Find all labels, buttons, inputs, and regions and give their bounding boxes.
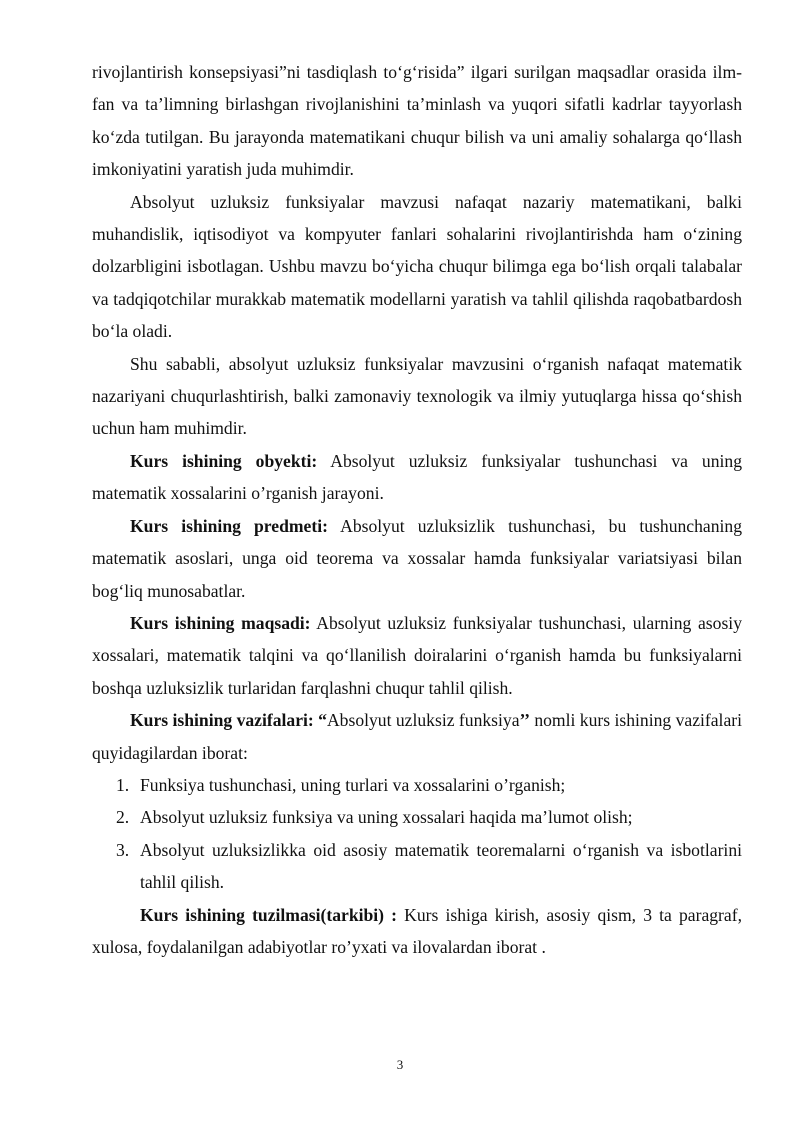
course-tasks-closing-quote: ’’ (519, 710, 530, 731)
intro-paragraph-continued: rivojlantirish konsepsiyasi”ni tasdiqlash to‘g‘risida” ilgari surilgan maqsadlar orasida ilm-fan va ta’limning birlashgan rivojlanishini ta’minlash va yuqori sifatli kadrlar tayyorlash ko‘zda tutilgan. Bu jarayonda matematikani chuqur bilish va uni amaliy sohalarga qo‘llash imkoniyatini yaratish juda muhimdir. (92, 62, 742, 180)
list-item-number: 2. (116, 807, 130, 828)
document-page (92, 56, 742, 963)
importance-paragraph: Shu sababli, absolyut uzluksiz funksiyalar mavzusini o‘rganish nafaqat matematik nazariyani chuqurlashtirish, balki zamonaviy texnologik va ilmiy yutuqlarga hissa qo‘shish uchun ham muhimdir. (92, 353, 742, 439)
course-tasks-title: Absolyut uzluksiz funksiya (326, 710, 520, 731)
list-item-number: 1. (116, 774, 130, 795)
course-structure-text: Kurs ishiga kirish, asosiy qism, 3 ta paragraf, xulosa, foydalanilgan adabiyotlar ro’yxati va ilovalardan iborat . (92, 904, 742, 957)
course-goal-paragraph (92, 607, 742, 704)
course-object-paragraph (92, 445, 742, 510)
relevance-paragraph: Absolyut uzluksiz funksiyalar mavzusi nafaqat nazariy matematikani, balki muhandislik, iqtisodiyot va kompyuter fanlari sohalarini rivojlantirishda ham o‘zining dolzarbligini isbotlagan. Ushbu mavzu bo‘yicha chuqur bilimga ega bo‘lish orqali talabalar va tadqiqotchilar murakkab matematik modellarni yaratish va tahlil qilishda raqobatbardosh bo‘la oladi. (92, 191, 742, 342)
list-item (92, 834, 742, 899)
course-object-label: Kurs ishining obyekti: (130, 450, 318, 471)
list-item-text: Funksiya tushunchasi, uning turlari va xossalarini o’rganish; (140, 774, 566, 795)
course-subject-paragraph (92, 510, 742, 607)
page-number: 3 (396, 1057, 404, 1072)
course-structure-label: Kurs ishining tuzilmasi(tarkibi) : (140, 904, 398, 925)
list-item-text: Absolyut uzluksiz funksiya va uning xossalari haqida ma’lumot olish; (140, 807, 633, 828)
course-tasks-text: nomli kurs ishining vazifalari quyidagilardan iborat: (92, 710, 742, 763)
course-structure-paragraph (92, 899, 742, 964)
course-object-text: Absolyut uzluksiz funksiyalar tushunchasi va uning matematik xossalarini o’rganish jarayoni. (92, 450, 743, 504)
course-tasks-label: Kurs ishining vazifalari: “ (130, 710, 327, 731)
list-item-number: 3. (116, 839, 130, 860)
list-item (92, 769, 742, 801)
course-goal-text: Absolyut uzluksiz funksiyalar tushunchasi, ularning asosiy xossalari, matematik talqini va qo‘llanilish doiralarini o‘rganish hamda bu funksiyalarni boshqa uzluksizlik turlaridan farqlashni chuqur tahlil qilish. (92, 612, 742, 698)
list-item-text: Absolyut uzluksizlikka oid asosiy matematik teoremalarni o‘rganish va isbotlarini tahlil qilish. (140, 839, 742, 893)
course-subject-label: Kurs ishining predmeti: (130, 515, 328, 536)
course-subject-text: Absolyut uzluksizlik tushunchasi, bu tushunchaning matematik asoslari, unga oid teorema va xossalar hamda funksiyalar variatsiyasi bilan bog‘liq munosabatlar. (92, 515, 742, 601)
list-item (92, 801, 742, 833)
tasks-list (92, 769, 742, 899)
course-tasks-paragraph (92, 704, 742, 769)
course-goal-label: Kurs ishining maqsadi: (130, 612, 311, 633)
